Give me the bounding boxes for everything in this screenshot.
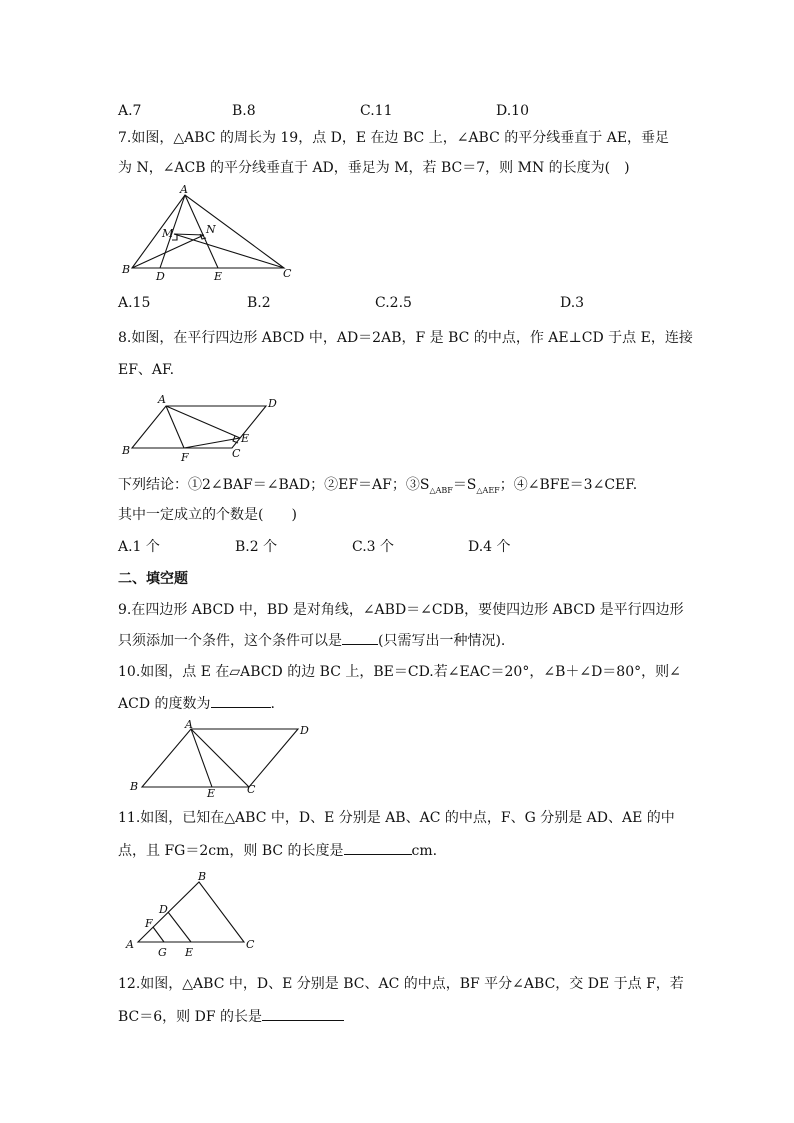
q11-text-line1: 11.如图，已知在△ABC 中，D、E 分别是 AB、AC 的中点，F、G 分别是 AD、AE 的中 [118, 810, 675, 826]
q9-text-line1: 9.在四边形 ABCD 中，BD 是对角线，∠ABD＝∠CDB，要使四边形 ABCD 是平行四边形 [118, 602, 684, 618]
q8-label-d: D [268, 397, 277, 410]
q11-line2-before: 点，且 FG＝2cm，则 BC 的长度是 [118, 843, 344, 859]
q10-line2-after: . [270, 696, 275, 712]
q10-label-d: D [300, 724, 309, 737]
q7-label-c: C [283, 267, 292, 280]
q8-label-f: F [181, 451, 189, 464]
q11-label-b: B [198, 870, 207, 883]
q11-label-e: E [185, 946, 194, 959]
q7-figure [118, 185, 308, 285]
q8-text-line1: 8.如图，在平行四边形 ABCD 中，AD＝2AB，F 是 BC 的中点，作 AE⊥CD 于点 E，连接 [118, 330, 693, 346]
q8-question: 其中一定成立的个数是( ) [118, 507, 297, 523]
q12-text-line1: 12.如图，△ABC 中，D、E 分别是 BC、AC 的中点，BF 平分∠ABC，交 DE 于点 F，若 [118, 976, 684, 992]
q10-segment-ae [191, 729, 212, 787]
q7-option-a: A.15 [118, 295, 151, 311]
q7-bisector-c [174, 234, 284, 268]
q8-sub-abf: △ABF [429, 485, 453, 495]
q12-line2-before: BC＝6，则 DF 的长是 [118, 1009, 263, 1025]
q11-label-a: A [126, 938, 134, 951]
q10-text-line2 [118, 693, 275, 714]
q10-text-line1: 10.如图，点 E 在▱ABCD 的边 BC 上，BE＝CD.若∠EAC＝20°，∠B＋∠D＝80°，则∠ [118, 664, 681, 680]
q11-label-f: F [145, 917, 153, 930]
q10-label-e: E [207, 787, 216, 800]
q11-answer-blank[interactable] [344, 840, 412, 855]
q8-label-a: A [158, 393, 166, 406]
q11-segment-de [168, 912, 191, 942]
q11-label-c: C [246, 938, 255, 951]
q7-label-m: M [162, 227, 174, 240]
q8-conclusions-prefix: 下列结论：①2∠BAF＝∠BAD；②EF＝AF；③S [118, 477, 430, 493]
section-title: 二、填空题 [118, 571, 188, 587]
q8-option-c: C.3 个 [352, 539, 395, 555]
q8-text-line2: EF、AF. [118, 362, 175, 378]
q11-label-g: G [158, 946, 167, 959]
q6-option-d: D.10 [496, 103, 529, 119]
q10-label-b: B [130, 780, 139, 793]
q7-label-n: N [206, 223, 216, 236]
q8-sub-aef: △AEF [476, 485, 500, 495]
q8-label-c: C [232, 447, 241, 460]
q10-figure [118, 720, 318, 800]
q7-option-b: B.2 [247, 295, 271, 311]
q10-line2-before: ACD 的度数为 [118, 696, 211, 712]
q12-answer-blank[interactable] [262, 1006, 344, 1021]
q7-label-b: B [122, 263, 131, 276]
q10-label-a: A [185, 718, 193, 731]
q11-triangle-abc [138, 882, 244, 942]
q7-label-d: D [156, 270, 165, 283]
q7-text-line1: 7.如图，△ABC 的周长为 19，点 D，E 在边 BC 上，∠ABC 的平分线垂直于 AE，垂足 [118, 130, 670, 146]
q9-answer-blank[interactable] [342, 630, 378, 645]
q8-option-a: A.1 个 [118, 539, 160, 555]
q7-label-e: E [214, 270, 223, 283]
q11-label-d: D [159, 903, 168, 916]
q6-option-c: C.11 [360, 103, 393, 119]
q8-figure [118, 390, 293, 465]
q11-segment-fg [153, 927, 164, 942]
q10-segment-ac [191, 729, 249, 787]
q8-conclusions-suffix: ；④∠BFE＝3∠CEF. [499, 477, 638, 493]
q11-text-line2 [118, 840, 437, 861]
q10-label-c: C [247, 783, 256, 796]
q8-conclusions-mid: ＝S [452, 477, 477, 493]
q7-option-d: D.3 [560, 295, 585, 311]
q8-label-b: B [122, 444, 131, 457]
q9-line2-before: 只须添加一个条件，这个条件可以是 [118, 633, 342, 649]
q6-option-b: B.8 [232, 103, 256, 119]
q11-figure [118, 868, 268, 958]
q7-option-c: C.2.5 [375, 295, 412, 311]
q8-conclusions [118, 475, 637, 501]
q9-text-line2 [118, 630, 505, 651]
q10-answer-blank[interactable] [211, 693, 271, 708]
q11-line2-after: cm. [411, 843, 438, 859]
q6-option-a: A.7 [118, 103, 142, 119]
q8-label-e: E [241, 432, 250, 445]
q7-label-a: A [180, 183, 188, 196]
q8-option-b: B.2 个 [235, 539, 278, 555]
q9-line2-after: (只需写出一种情况). [378, 633, 506, 649]
q7-text-line2: 为 N，∠ACB 的平分线垂直于 AD，垂足为 M，若 BC＝7，则 MN 的长度为( ) [118, 160, 630, 176]
q12-text-line2 [118, 1006, 344, 1027]
q8-option-d: D.4 个 [468, 539, 511, 555]
